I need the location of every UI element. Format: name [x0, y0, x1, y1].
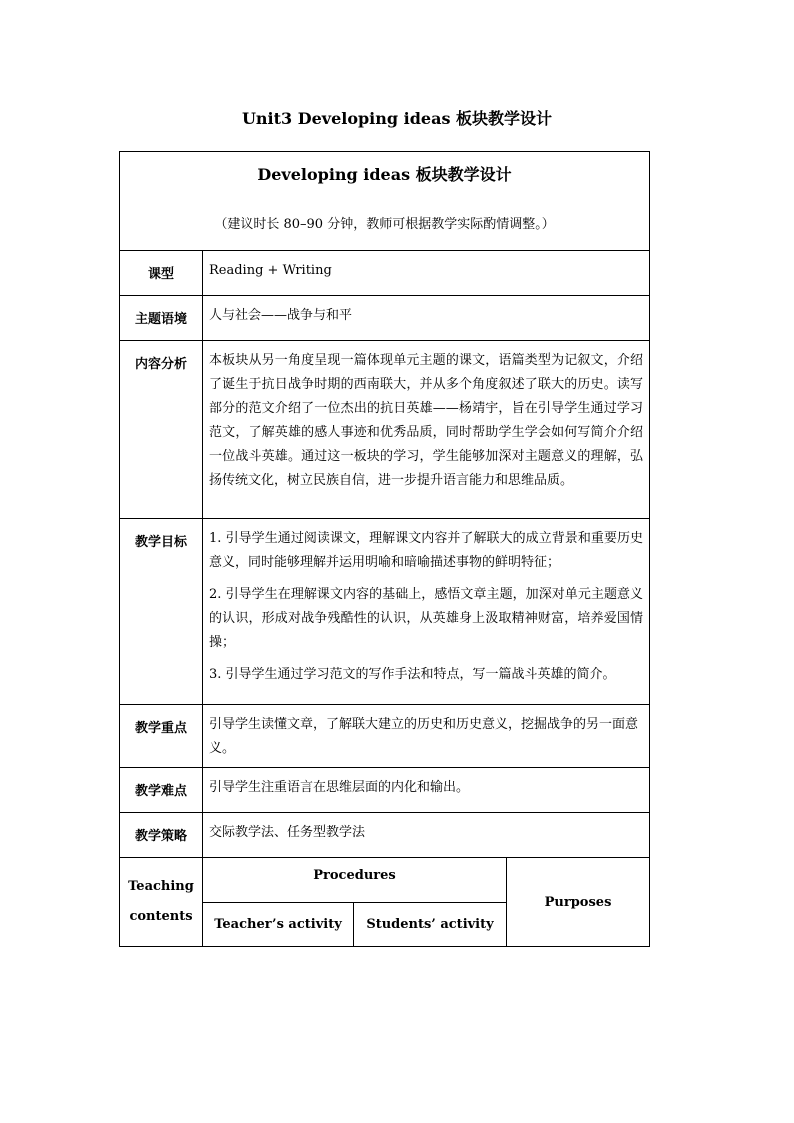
row-value-strategies: 交际教学法、任务型教学法 [203, 813, 650, 858]
row-value-difficulties: 引导学生注重语言在思维层面的内化和输出。 [203, 768, 650, 813]
procedures-header: Procedures [203, 858, 507, 903]
table-row [120, 813, 650, 858]
row-label-strategies: 教学策略 [120, 813, 203, 858]
row-label-analysis: 内容分析 [120, 341, 203, 519]
row-label-type: 课型 [120, 251, 203, 296]
row-label-objectives: 教学目标 [120, 519, 203, 705]
procedures-header-row [120, 858, 650, 903]
row-label-key-points: 教学重点 [120, 705, 203, 768]
table-header-title: Developing ideas 板块教学设计 [257, 165, 512, 184]
row-label-difficulties: 教学难点 [120, 768, 203, 813]
purposes-header: Purposes [507, 858, 650, 947]
table-header-note: （建议时长 80–90 分钟，教师可根据教学实际酌情调整。） [214, 217, 555, 232]
row-label-theme: 主题语境 [120, 296, 203, 341]
objective-item-1: 1. 引导学生通过阅读课文，理解课文内容并了解联大的成立背景和重要历史意义，同时能够理解并运用明喻和暗喻描述事物的鲜明特征； [209, 531, 644, 570]
table-row [120, 705, 650, 768]
row-value-theme: 人与社会——战争与和平 [203, 296, 650, 341]
table-row [120, 519, 650, 705]
table-header-row [120, 152, 650, 251]
teacher-activity-header: Teacher’s activity [203, 903, 354, 947]
table-row [120, 251, 650, 296]
students-activity-header: Students’ activity [354, 903, 507, 947]
table-row [120, 296, 650, 341]
table-header-cell [120, 152, 650, 251]
lesson-plan-table [119, 151, 650, 947]
row-value-key-points: 引导学生读懂文章，了解联大建立的历史和历史意义，挖掘战争的另一面意义。 [203, 705, 650, 768]
row-value-objectives [203, 519, 650, 705]
objective-item-3: 3. 引导学生通过学习范文的写作手法和特点，写一篇战斗英雄的简介。 [209, 667, 616, 682]
table-row [120, 768, 650, 813]
row-value-analysis: 本板块从另一角度呈现一篇体现单元主题的课文，语篇类型为记叙文，介绍了诞生于抗日战争时期的西南联大，并从多个角度叙述了联大的历史。读写部分的范文介绍了一位杰出的抗日英雄——杨靖宇，旨在引导学生通过学习范文，了解英雄的感人事迹和优秀品质，同时帮助学生学会如何写简介介绍一位战斗英雄。通过这一板块的学习，学生能够加深对主题意义的理解，弘扬传统文化，树立民族自信，进一步提升语言能力和思维品质。 [203, 341, 650, 519]
document-title: Unit3 Developing ideas 板块教学设计 [241, 109, 553, 128]
teaching-contents-header [120, 858, 203, 947]
row-value-type: Reading + Writing [203, 251, 650, 296]
teaching-contents-line2: contents [129, 909, 193, 924]
objective-item-2: 2. 引导学生在理解课文内容的基础上，感悟文章主题，加深对单元主题意义的认识，形成对战争残酷性的认识，从英雄身上汲取精神财富，培养爱国情操； [209, 587, 644, 650]
table-row [120, 341, 650, 519]
teaching-contents-line1: Teaching [128, 879, 194, 894]
